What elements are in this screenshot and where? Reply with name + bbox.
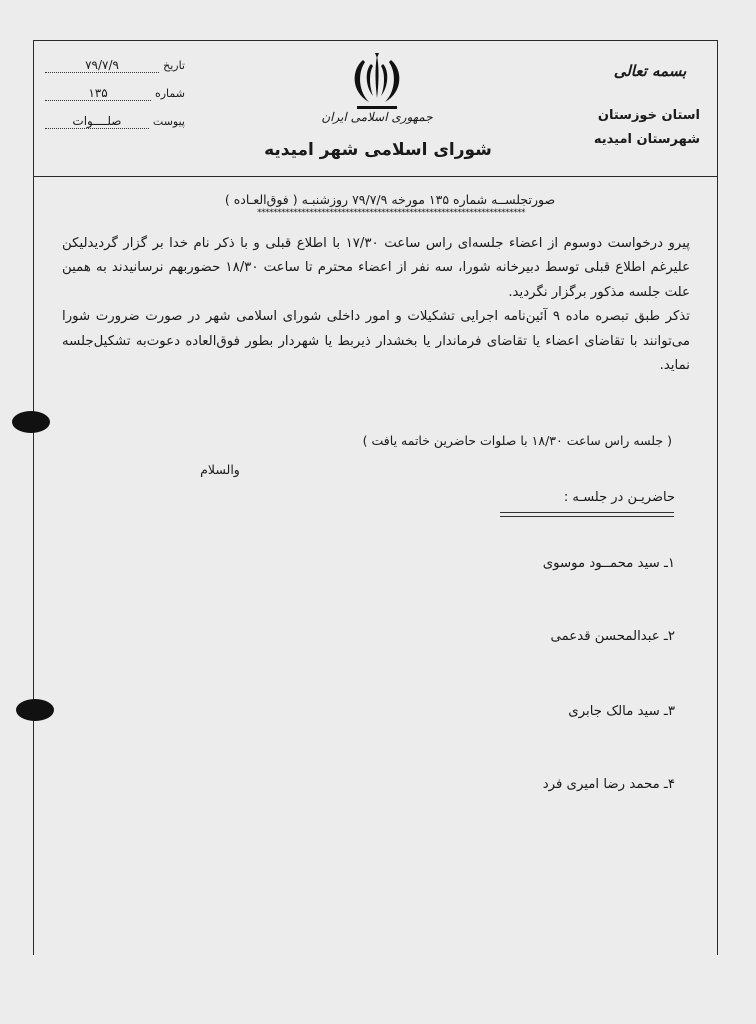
letter-metadata xyxy=(45,58,185,142)
attendee-item: ۱ـ سید محمــود موسوی xyxy=(542,556,675,571)
attendee-item: ۳ـ سید مالک جابری xyxy=(568,704,675,719)
paragraph-note: تذکر طبق تبصره ماده ۹ آئین‌نامه اجرایی تشکیلات و امور داخلی شورای اسلامی شهر در صورت ضرورت شورا می‌توانند با تقاضای اعضاء یا تقاضای فرماندار یا بخشدار ذیربط یا شهردار بطور فوق‌العاده دعوت‌به تشکیل‌جلسه نماید. xyxy=(62,309,690,374)
number-value: ۱۳۵ xyxy=(45,86,151,101)
attendees-underline xyxy=(500,512,674,517)
minutes-body xyxy=(62,232,690,378)
attachment-value: صلــــوات xyxy=(45,114,149,129)
bismillah: بسمه تعالی xyxy=(613,62,687,80)
council-title: شورای اسلامی شهر امیدیه xyxy=(264,140,492,160)
punch-hole-bottom xyxy=(16,699,54,721)
number-row xyxy=(45,86,185,114)
republic-title: جمهوری اسلامی ایران xyxy=(321,110,433,124)
attendee-item: ۲ـ عبدالمحسن قدعمی xyxy=(550,629,675,644)
attendees-heading: حاضریـن در جلسـه : xyxy=(563,490,675,505)
date-label: تاریخ xyxy=(163,59,185,72)
date-value: ۷۹/۷/۹ xyxy=(45,58,159,73)
county-name: شهرستان امیدیه xyxy=(593,132,700,147)
minutes-title: صورتجلســه شماره ۱۳۵ مورخه ۷۹/۷/۹ روزشنبـه ( فوق‌العـاده ) xyxy=(224,192,556,207)
iran-emblem-icon xyxy=(345,52,409,114)
date-row xyxy=(45,58,185,86)
punch-hole-top xyxy=(12,411,50,433)
attendee-item: ۴ـ محمد رضا امیری فرد xyxy=(542,777,675,792)
header-divider xyxy=(33,176,718,177)
paragraph-meeting: پیرو درخواست دوسوم از اعضاء جلسه‌ای راس ساعت ۱۷/۳۰ با اطلاع قبلی و با ذکر نام خدا بر گزار گردیدلیکن علیرغم اطلاع قبلی توسط دبیرخانه شورا، سه نفر از اعضاء محترم تا ساعت ۱۸/۳۰ حضوربهم نرسانیدند به همین علت جلسه مذکور برگزار نگردید. xyxy=(62,236,690,300)
number-label: شماره xyxy=(154,87,185,100)
title-separator: ******************************************************************* xyxy=(257,208,525,218)
closing-statement: ( جلسه راس ساعت ۱۸/۳۰ با صلوات حاضرین خاتمه یافت ) xyxy=(362,433,672,448)
province-name: استان خوزستان xyxy=(597,108,700,123)
attachment-row xyxy=(45,114,185,142)
attachment-label: پیوست xyxy=(152,115,185,128)
salutation: والسلام xyxy=(200,462,240,477)
